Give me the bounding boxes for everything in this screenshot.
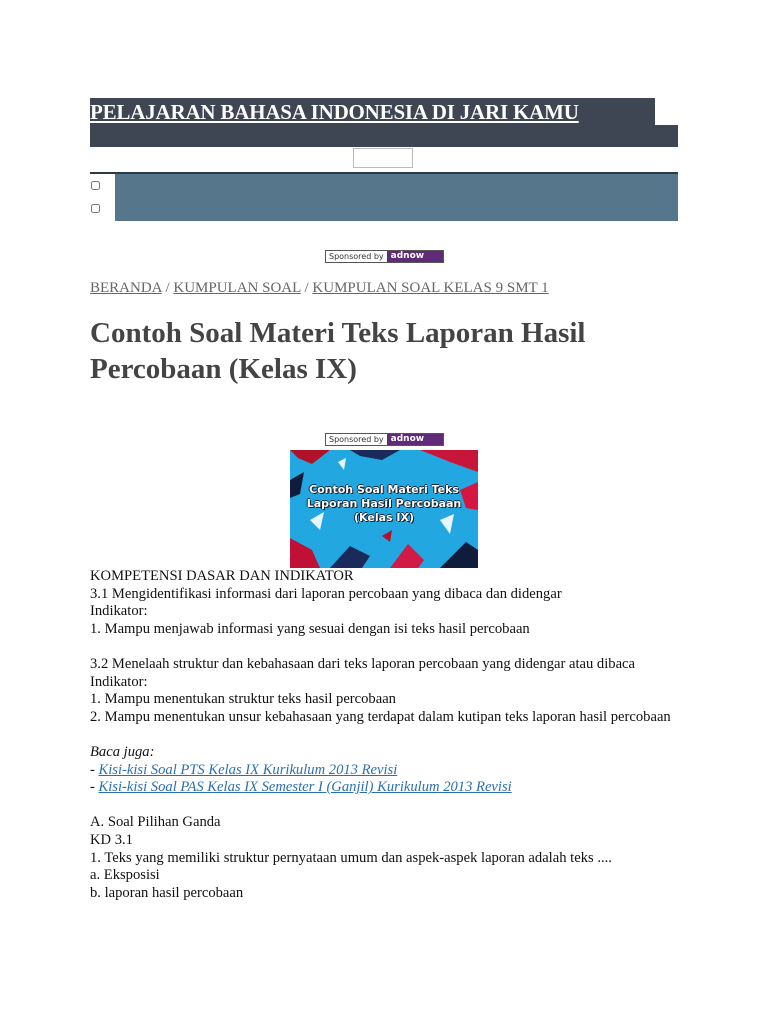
breadcrumb — [90, 280, 549, 297]
related-link-pas[interactable]: Kisi-kisi Soal PAS Kelas IX Semester I (Ganjil) Kurikulum 2013 Revisi — [98, 779, 512, 796]
adnow-logo: adnow — [387, 251, 443, 262]
breadcrumb-home-link[interactable]: BERANDA — [90, 280, 162, 296]
kd-3-1: 3.1 Mengidentifikasi informasi dari laporan percobaan yang dibaca dan didengar — [90, 585, 562, 602]
page-title: Contoh Soal Materi Teks Laporan Hasil Percobaan (Kelas IX) — [90, 317, 586, 385]
sponsor-label: Sponsored by — [326, 434, 387, 445]
section-heading: A. Soal Pilihan Ganda — [90, 814, 221, 831]
header-bar-bottom — [90, 125, 678, 147]
indicator-label: Indikator: — [90, 673, 148, 690]
related-link-row — [90, 762, 690, 780]
answer-option: b. laporan hasil percobaan — [90, 884, 244, 901]
question-text: 1. Teks yang memiliki struktur pernyataan umum dan aspek-aspek laporan adalah teks .... — [90, 849, 612, 866]
sponsored-by-adnow-badge[interactable] — [325, 433, 444, 446]
indicator-label: Indikator: — [90, 603, 148, 620]
list-dash: - — [90, 779, 99, 796]
indicator-item: 1. Mampu menjawab informasi yang sesuai dengan isi teks hasil percobaan — [90, 620, 530, 637]
list-dash: - — [90, 761, 99, 778]
thumbnail-caption: Contoh Soal Materi Teks Laporan Hasil Percobaan (Kelas IX) — [306, 483, 462, 524]
kd-label: KD 3.1 — [90, 831, 133, 848]
sponsored-by-adnow-badge[interactable] — [325, 250, 444, 263]
competency-heading: KOMPETENSI DASAR DAN INDIKATOR — [90, 568, 354, 584]
breadcrumb-kumpulan-soal-link[interactable]: KUMPULAN SOAL — [173, 280, 301, 296]
breadcrumb-separator: / — [165, 280, 170, 296]
related-link-pts[interactable]: Kisi-kisi Soal PTS Kelas IX Kurikulum 2013 Revisi — [98, 761, 398, 778]
site-header — [90, 98, 678, 147]
nav-toggle-checkbox-1[interactable] — [91, 181, 100, 190]
breadcrumb-separator: / — [304, 280, 309, 296]
site-title-link[interactable]: PELAJARAN BAHASA INDONESIA DI JARI KAMU — [90, 100, 579, 124]
search-input[interactable] — [353, 148, 413, 168]
nav-toggle-checkbox-2[interactable] — [91, 204, 100, 213]
indicator-item: 1. Mampu menentukan struktur teks hasil percobaan — [90, 691, 396, 708]
answer-option: a. Eksposisi — [90, 867, 160, 884]
article-body — [90, 568, 690, 902]
kd-3-2: 3.2 Menelaah struktur dan kebahasaan dari teks laporan percobaan yang didengar atau dibaca — [90, 655, 636, 672]
indicator-item: 2. Mampu menentukan unsur kebahasaan yang terdapat dalam kutipan teks laporan hasil percobaan — [90, 708, 671, 725]
breadcrumb-kelas9-link[interactable]: KUMPULAN SOAL KELAS 9 SMT 1 — [312, 280, 549, 296]
baca-juga-label: Baca juga: — [90, 743, 155, 760]
article-thumbnail-image — [290, 450, 478, 568]
related-link-row — [90, 779, 690, 797]
sponsor-label: Sponsored by — [326, 251, 387, 262]
adnow-logo: adnow — [387, 434, 443, 445]
nav-bar — [115, 174, 678, 221]
